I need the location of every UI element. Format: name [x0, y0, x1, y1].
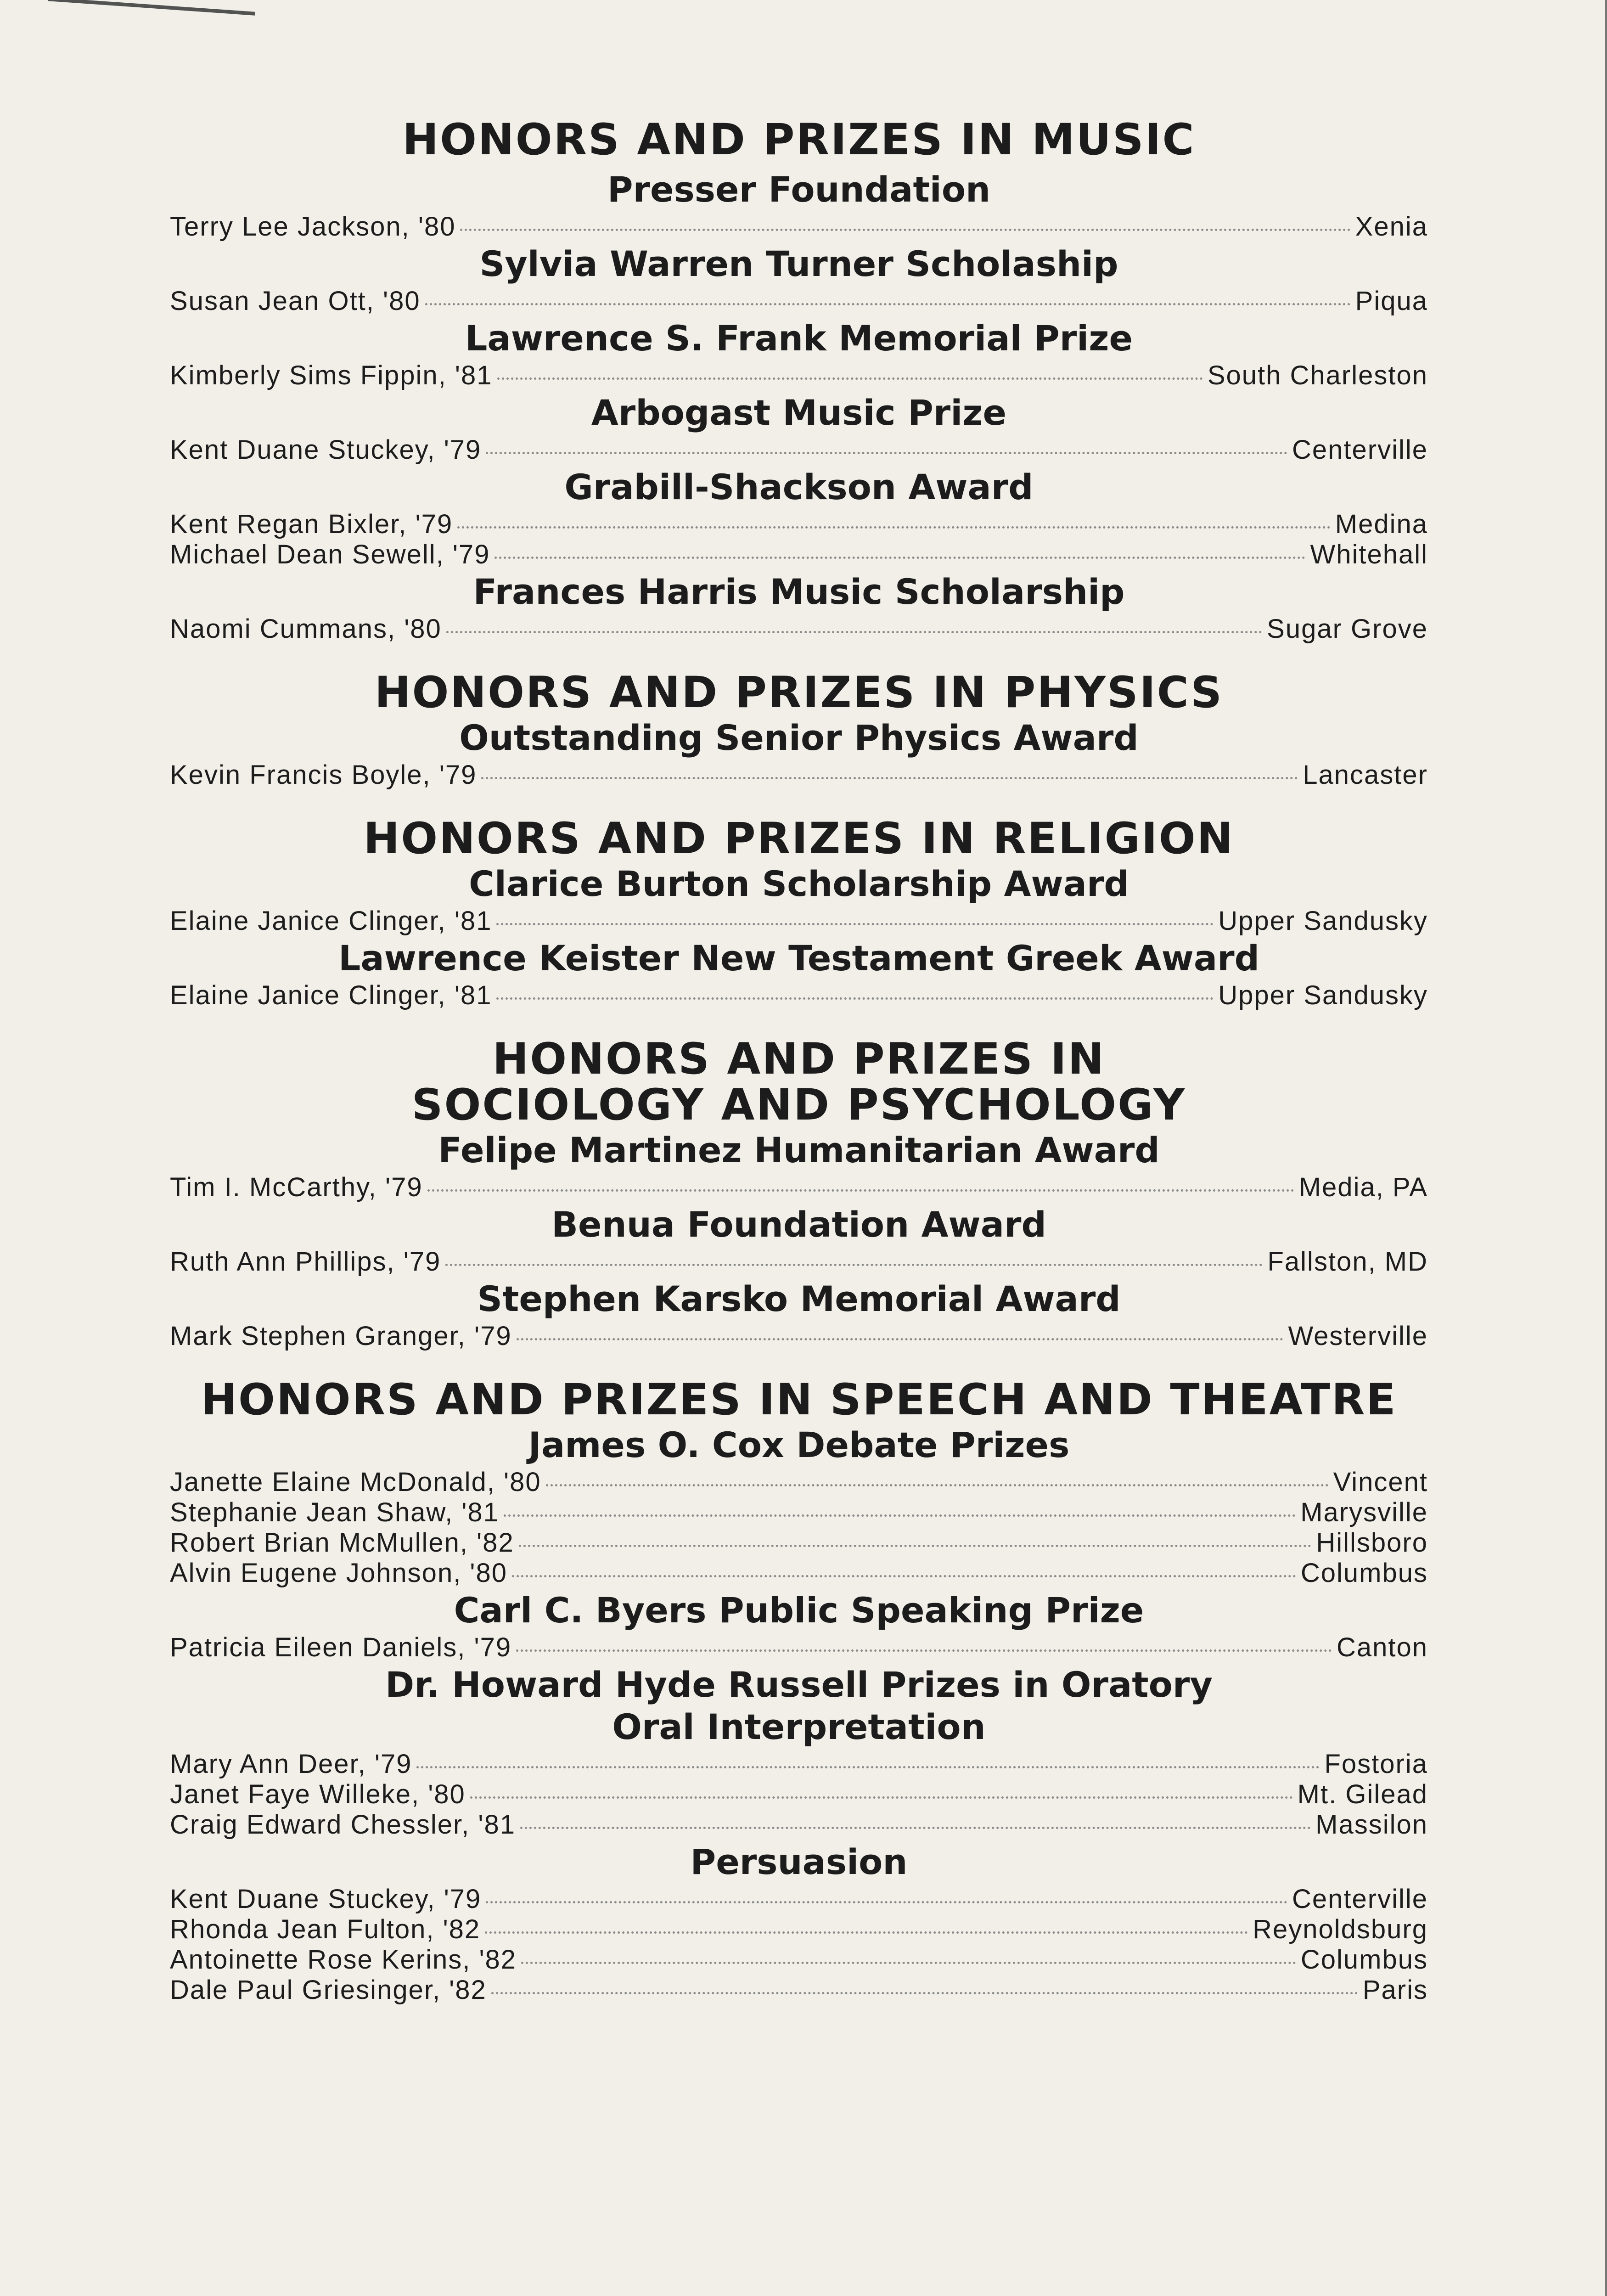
award-title: Lawrence Keister New Testament Greek Award — [338, 938, 1260, 979]
recipient-list — [170, 360, 1428, 391]
award-title: Persuasion — [690, 1841, 908, 1882]
recipient-hometown: Piqua — [1355, 286, 1428, 316]
section-speech-theatre — [170, 1377, 1428, 2005]
recipient-name: Kevin Francis Boyle, '79 — [170, 760, 477, 790]
recipient-hometown: Sugar Grove — [1267, 614, 1428, 644]
recipient-row — [170, 360, 1428, 391]
recipient-row — [170, 1779, 1428, 1810]
section-sociology-psychology — [170, 1036, 1428, 1351]
recipient-row — [170, 435, 1428, 465]
recipient-row — [170, 286, 1428, 316]
dot-leader — [496, 923, 1214, 925]
recipient-list — [170, 906, 1428, 936]
recipient-row — [170, 980, 1428, 1011]
recipient-name: Susan Jean Ott, '80 — [170, 286, 421, 316]
recipient-hometown: Reynoldsburg — [1253, 1914, 1428, 1944]
recipient-hometown: Westerville — [1288, 1321, 1428, 1351]
dot-leader — [445, 1264, 1263, 1266]
section-religion — [170, 816, 1428, 1011]
recipient-name: Alvin Eugene Johnson, '80 — [170, 1558, 508, 1588]
dot-leader — [470, 1796, 1293, 1799]
recipient-list — [170, 1172, 1428, 1203]
recipient-list — [170, 1247, 1428, 1277]
recipient-hometown: Centerville — [1292, 1884, 1428, 1914]
section-music — [170, 117, 1428, 644]
recipient-list — [170, 614, 1428, 644]
recipient-list — [170, 509, 1428, 570]
recipient-name: Stephanie Jean Shaw, '81 — [170, 1497, 499, 1527]
recipient-row — [170, 212, 1428, 242]
section-heading: HONORS AND PRIZES IN RELIGION — [363, 814, 1235, 864]
dot-leader — [496, 997, 1214, 1000]
recipient-hometown: Xenia — [1355, 212, 1428, 242]
recipient-hometown: Upper Sandusky — [1218, 906, 1428, 936]
recipient-hometown: Marysville — [1300, 1497, 1428, 1527]
award-title: Lawrence S. Frank Memorial Prize — [465, 318, 1133, 359]
recipient-row — [170, 1810, 1428, 1840]
recipient-hometown: Medina — [1335, 509, 1428, 539]
recipient-hometown: Canton — [1336, 1632, 1428, 1662]
recipient-name: Mary Ann Deer, '79 — [170, 1749, 412, 1779]
recipient-list — [170, 212, 1428, 242]
dot-leader — [486, 452, 1287, 454]
section-heading: HONORS AND PRIZES IN — [492, 1034, 1106, 1084]
recipient-hometown: Mt. Gilead — [1297, 1779, 1428, 1809]
recipient-row — [170, 1467, 1428, 1497]
section-heading: HONORS AND PRIZES IN PHYSICS — [374, 668, 1224, 718]
recipient-row — [170, 1884, 1428, 1914]
recipient-name: Mark Stephen Granger, '79 — [170, 1321, 512, 1351]
dot-leader — [457, 526, 1331, 529]
section-heading: HONORS AND PRIZES IN MUSIC — [402, 115, 1196, 165]
recipient-hometown: South Charleston — [1207, 360, 1428, 390]
recipient-name: Naomi Cummans, '80 — [170, 614, 442, 644]
section-heading: HONORS AND PRIZES IN SPEECH AND THEATRE — [201, 1375, 1397, 1425]
award-subtitle: Oral Interpretation — [612, 1706, 986, 1747]
dot-leader — [520, 1827, 1311, 1829]
dot-leader — [516, 1649, 1332, 1652]
recipient-row — [170, 1914, 1428, 1945]
recipient-row — [170, 1321, 1428, 1351]
recipient-name: Kent Duane Stuckey, '79 — [170, 1884, 482, 1914]
recipient-hometown: Media, PA — [1298, 1172, 1428, 1202]
recipient-name: Janet Faye Willeke, '80 — [170, 1779, 466, 1809]
award-title: James O. Cox Debate Prizes — [528, 1424, 1070, 1465]
recipient-hometown: Hillsboro — [1316, 1528, 1428, 1558]
recipient-row — [170, 1632, 1428, 1663]
recipient-name: Tim I. McCarthy, '79 — [170, 1172, 423, 1202]
recipient-list — [170, 1884, 1428, 2005]
dot-leader — [517, 1338, 1284, 1340]
recipient-row — [170, 906, 1428, 936]
honors-page — [170, 117, 1428, 2005]
recipient-list — [170, 980, 1428, 1011]
recipient-row — [170, 760, 1428, 790]
recipient-hometown: Paris — [1362, 1975, 1428, 2005]
award-title: Outstanding Senior Physics Award — [459, 717, 1139, 758]
recipient-row — [170, 1172, 1428, 1203]
award-title: Frances Harris Music Scholarship — [473, 571, 1125, 612]
recipient-hometown: Fostoria — [1324, 1749, 1428, 1779]
recipient-list — [170, 435, 1428, 465]
recipient-name: Rhonda Jean Fulton, '82 — [170, 1914, 481, 1944]
dot-leader — [481, 777, 1298, 779]
recipient-name: Janette Elaine McDonald, '80 — [170, 1467, 541, 1497]
recipient-hometown: Massilon — [1315, 1810, 1428, 1840]
recipient-hometown: Columbus — [1300, 1558, 1428, 1588]
recipient-row — [170, 1528, 1428, 1558]
dot-leader — [504, 1514, 1296, 1517]
recipient-name: Elaine Janice Clinger, '81 — [170, 980, 492, 1010]
section-heading-line-2: SOCIOLOGY AND PSYCHOLOGY — [411, 1080, 1186, 1130]
recipient-name: Patricia Eileen Daniels, '79 — [170, 1632, 512, 1662]
recipient-hometown: Vincent — [1333, 1467, 1428, 1497]
recipient-name: Dale Paul Griesinger, '82 — [170, 1975, 487, 2005]
recipient-list — [170, 1749, 1428, 1840]
dot-leader — [460, 229, 1350, 231]
recipient-row — [170, 1749, 1428, 1779]
recipient-name: Antoinette Rose Kerins, '82 — [170, 1945, 517, 1975]
recipient-row — [170, 1247, 1428, 1277]
recipient-name: Terry Lee Jackson, '80 — [170, 212, 456, 242]
recipient-row — [170, 1975, 1428, 2005]
dot-leader — [427, 1189, 1294, 1192]
dot-leader — [494, 557, 1305, 559]
dot-leader — [486, 1901, 1287, 1903]
award-title: Arbogast Music Prize — [591, 392, 1007, 433]
award-title: Stephen Karsko Memorial Award — [477, 1278, 1121, 1319]
recipient-list — [170, 286, 1428, 316]
award-title: Presser Foundation — [607, 169, 991, 210]
recipient-hometown: Centerville — [1292, 435, 1428, 465]
recipient-row — [170, 614, 1428, 644]
dot-leader — [425, 303, 1351, 305]
recipient-name: Ruth Ann Phillips, '79 — [170, 1247, 441, 1277]
award-title: Felipe Martinez Humanitarian Award — [438, 1130, 1160, 1171]
recipient-name: Kimberly Sims Fippin, '81 — [170, 360, 493, 390]
dot-leader — [497, 377, 1203, 380]
dot-leader — [512, 1575, 1296, 1577]
recipient-hometown: Fallston, MD — [1267, 1247, 1428, 1277]
page-right-edge — [1605, 0, 1607, 2296]
recipient-list — [170, 1632, 1428, 1663]
dot-leader — [446, 631, 1262, 633]
recipient-list — [170, 1321, 1428, 1351]
award-title: Carl C. Byers Public Speaking Prize — [454, 1590, 1144, 1631]
recipient-list — [170, 1467, 1428, 1588]
recipient-name: Elaine Janice Clinger, '81 — [170, 906, 492, 936]
recipient-row — [170, 540, 1428, 570]
award-title: Grabill-Shackson Award — [564, 467, 1034, 507]
award-title: Dr. Howard Hyde Russell Prizes in Oratory — [385, 1664, 1213, 1705]
recipient-hometown: Columbus — [1300, 1945, 1428, 1975]
dot-leader — [491, 1992, 1358, 1994]
dot-leader — [416, 1766, 1320, 1768]
dot-leader — [521, 1962, 1296, 1964]
recipient-name: Kent Regan Bixler, '79 — [170, 509, 453, 539]
recipient-hometown: Whitehall — [1310, 540, 1428, 569]
recipient-name: Robert Brian McMullen, '82 — [170, 1528, 514, 1558]
dot-leader — [519, 1545, 1312, 1547]
recipient-name: Craig Edward Chessler, '81 — [170, 1810, 516, 1840]
dot-leader — [485, 1931, 1248, 1934]
page-edge-mark — [48, 0, 255, 39]
recipient-name: Kent Duane Stuckey, '79 — [170, 435, 482, 465]
section-physics — [170, 670, 1428, 790]
recipient-row — [170, 1558, 1428, 1588]
recipient-hometown: Upper Sandusky — [1218, 980, 1428, 1010]
award-title: Benua Foundation Award — [551, 1204, 1046, 1245]
recipient-row — [170, 509, 1428, 540]
recipient-list — [170, 760, 1428, 790]
recipient-hometown: Lancaster — [1303, 760, 1428, 790]
recipient-row — [170, 1945, 1428, 1975]
recipient-row — [170, 1497, 1428, 1528]
award-title: Sylvia Warren Turner Scholaship — [479, 243, 1118, 284]
dot-leader — [546, 1484, 1329, 1486]
recipient-name: Michael Dean Sewell, '79 — [170, 540, 490, 569]
award-title: Clarice Burton Scholarship Award — [469, 863, 1129, 904]
